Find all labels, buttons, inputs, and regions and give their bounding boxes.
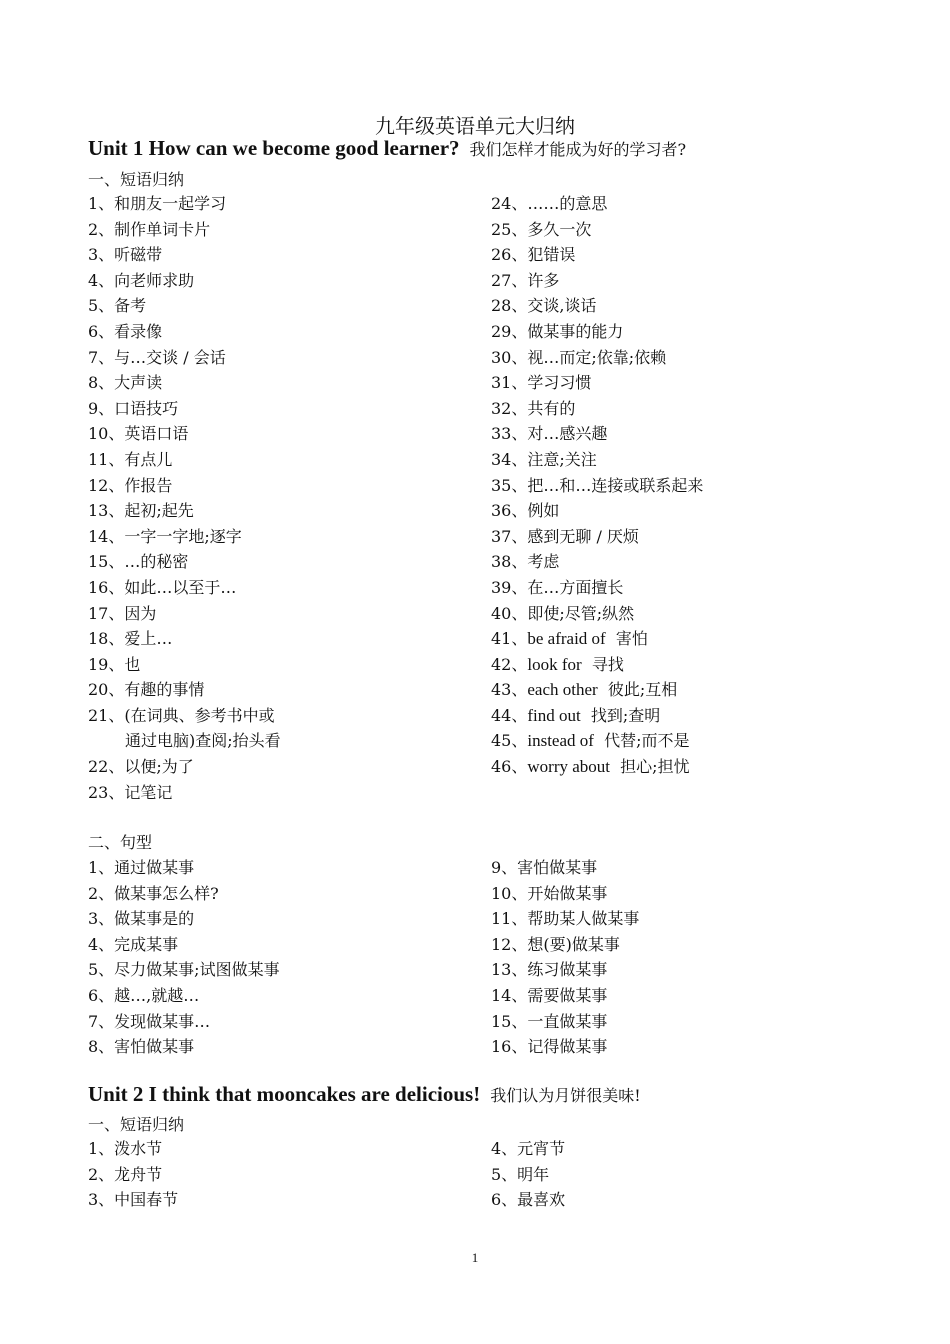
item-chinese: 担心;担忧 xyxy=(620,757,690,777)
list-item: 10、英语口语 xyxy=(88,424,189,444)
list-item: 5、明年 xyxy=(491,1164,550,1184)
item-number: 42、 xyxy=(491,654,528,674)
list-item: 7、发现做某事… xyxy=(88,1011,211,1031)
unit1-heading-en: Unit 1 How can we become good learner? xyxy=(88,136,460,160)
list-item: 6、看录像 xyxy=(88,321,163,341)
list-item: 14、一字一字地;逐字 xyxy=(88,526,242,546)
item-number: 41、 xyxy=(491,629,528,649)
page-number: 1 xyxy=(471,1250,479,1265)
item-number: 43、 xyxy=(491,680,528,700)
document-title: 九年级英语单元大归纳 xyxy=(375,114,575,138)
list-item: 21、(在词典、参考书中或 xyxy=(88,705,275,725)
unit1-patterns-left xyxy=(88,855,280,1060)
unit1-patterns-heading: 二、句型 xyxy=(88,833,153,852)
item-english: look for xyxy=(527,654,582,674)
item-chinese: 彼此;互相 xyxy=(607,680,678,700)
list-item: 28、交谈,谈话 xyxy=(491,296,597,316)
list-item: 3、做某事是的 xyxy=(88,909,195,929)
list-item: 14、需要做某事 xyxy=(491,985,608,1005)
list-item: 32、共有的 xyxy=(491,398,576,418)
list-item: 5、尽力做某事;试图做某事 xyxy=(88,960,280,980)
item-number: 45、 xyxy=(491,731,528,751)
list-item: 23、记笔记 xyxy=(88,782,173,802)
item-english: be afraid of xyxy=(527,629,606,649)
list-item: 17、因为 xyxy=(88,603,157,623)
item-chinese: 寻找 xyxy=(591,654,624,674)
list-item: 2、龙舟节 xyxy=(88,1164,163,1184)
list-item: 13、练习做某事 xyxy=(491,960,608,980)
unit2-phrases-right xyxy=(491,1136,565,1213)
list-item: 13、起初;起先 xyxy=(88,501,194,521)
list-item: 24、……的意思 xyxy=(491,194,608,213)
list-item: 4、向老师求助 xyxy=(88,270,195,290)
unit1-phrases-right xyxy=(491,191,703,780)
unit2-heading xyxy=(88,1082,641,1107)
list-item: 19、也 xyxy=(88,654,141,674)
list-item xyxy=(491,652,703,678)
unit1-heading-cn: 我们怎样才能成为好的学习者? xyxy=(469,140,687,159)
unit1-phrases-left xyxy=(88,191,281,805)
list-item: 3、中国春节 xyxy=(88,1190,179,1210)
list-item: 8、大声读 xyxy=(88,373,163,393)
list-item: 6、最喜欢 xyxy=(491,1190,566,1210)
list-item: 4、完成某事 xyxy=(88,934,179,954)
list-item: 15、一直做某事 xyxy=(491,1011,608,1031)
list-item: 11、帮助某人做某事 xyxy=(491,909,640,929)
list-item: 2、做某事怎么样? xyxy=(88,883,219,903)
list-item: 9、口语技巧 xyxy=(88,398,179,418)
list-item: 3、听磁带 xyxy=(88,245,163,265)
list-item: 30、视…而定;依靠;依赖 xyxy=(491,347,667,367)
list-item: 25、多久一次 xyxy=(491,219,592,239)
list-item: 8、害怕做某事 xyxy=(88,1037,195,1057)
list-item: 37、感到无聊 / 厌烦 xyxy=(491,526,639,546)
item-number: 46、 xyxy=(491,757,528,777)
list-item: 7、与…交谈 / 会话 xyxy=(88,347,226,367)
item-chinese: 找到;查明 xyxy=(590,705,661,725)
unit1-patterns-right xyxy=(491,855,639,1060)
list-item: 34、注意;关注 xyxy=(491,449,597,469)
list-item: 36、例如 xyxy=(491,501,560,521)
list-item xyxy=(491,728,703,754)
list-item: 12、想(要)做某事 xyxy=(491,934,620,954)
list-item: 15、…的秘密 xyxy=(88,552,189,572)
unit1-heading xyxy=(88,136,686,161)
unit1-phrases-heading: 一、短语归纳 xyxy=(88,170,185,189)
list-item: 1、泼水节 xyxy=(88,1139,163,1158)
list-item xyxy=(491,754,703,780)
list-item: 2、制作单词卡片 xyxy=(88,219,211,239)
list-item: 26、犯错误 xyxy=(491,245,576,265)
list-item: 1、和朋友一起学习 xyxy=(88,194,227,213)
unit2-heading-cn: 我们认为月饼很美味! xyxy=(490,1086,641,1105)
list-item: 18、爱上… xyxy=(88,629,173,649)
list-item: 11、有点儿 xyxy=(88,449,173,469)
list-item xyxy=(491,677,703,703)
list-item: 1、通过做某事 xyxy=(88,858,195,877)
list-item: 29、做某事的能力 xyxy=(491,321,624,341)
item-english: each other xyxy=(527,680,598,700)
list-item: 12、作报告 xyxy=(88,475,173,495)
list-item: 35、把…和…连接或联系起来 xyxy=(491,475,704,495)
list-item: 33、对…感兴趣 xyxy=(491,424,608,444)
unit2-heading-en: Unit 2 I think that mooncakes are delicious! xyxy=(88,1082,481,1106)
list-item: 39、在…方面擅长 xyxy=(491,577,624,597)
list-item: 20、有趣的事情 xyxy=(88,680,205,700)
item-english: worry about xyxy=(527,757,610,777)
item-chinese: 代替;而不是 xyxy=(604,731,690,751)
list-item: 27、许多 xyxy=(491,270,560,290)
item-english: instead of xyxy=(527,731,594,751)
item-number: 44、 xyxy=(491,705,528,725)
list-item: 40、即使;尽管;纵然 xyxy=(491,603,635,623)
item-english: find out xyxy=(527,705,581,725)
list-item: 5、备考 xyxy=(88,296,147,316)
unit2-phrases-left xyxy=(88,1136,178,1213)
list-item: 22、以便;为了 xyxy=(88,757,194,777)
list-item: 31、学习习惯 xyxy=(491,373,592,393)
item-chinese: 害怕 xyxy=(615,629,648,649)
list-item: 4、元宵节 xyxy=(491,1139,566,1158)
list-item: 9、害怕做某事 xyxy=(491,858,598,877)
list-item-continuation: 通过电脑)查阅;抬头看 xyxy=(125,731,281,751)
list-item: 6、越…,就越… xyxy=(88,985,200,1005)
list-item: 10、开始做某事 xyxy=(491,883,608,903)
list-item xyxy=(491,703,703,729)
list-item: 16、记得做某事 xyxy=(491,1037,608,1057)
list-item xyxy=(491,626,703,652)
unit2-phrases-heading: 一、短语归纳 xyxy=(88,1115,185,1134)
list-item: 16、如此…以至于… xyxy=(88,577,237,597)
list-item: 38、考虑 xyxy=(491,552,560,572)
